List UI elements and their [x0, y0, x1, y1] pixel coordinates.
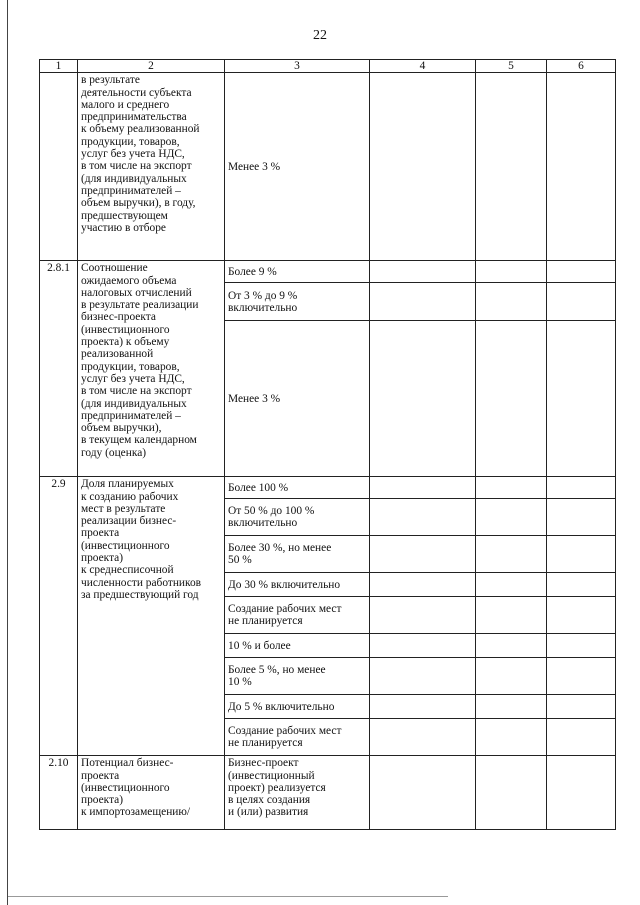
criterion-cell: Более 9 %	[225, 261, 370, 283]
empty-cell	[370, 536, 476, 573]
criteria-table	[39, 59, 616, 830]
table-header-row	[40, 60, 616, 73]
scan-left-edge	[7, 0, 8, 905]
criterion-cell: Менее 3 %	[225, 73, 370, 261]
empty-cell	[370, 756, 476, 830]
empty-cell	[370, 499, 476, 536]
column-header: 1	[40, 60, 78, 73]
empty-cell	[547, 321, 616, 477]
criterion-cell: 10 % и более	[225, 634, 370, 658]
table-row	[40, 261, 616, 283]
page-number: 22	[313, 28, 327, 43]
empty-cell	[547, 283, 616, 321]
empty-cell	[370, 658, 476, 695]
empty-cell	[547, 261, 616, 283]
criterion-cell: От 3 % до 9 % включительно	[225, 283, 370, 321]
empty-cell	[547, 719, 616, 756]
criterion-cell: До 30 % включительно	[225, 573, 370, 597]
empty-cell	[370, 477, 476, 499]
empty-cell	[476, 634, 547, 658]
empty-cell	[547, 536, 616, 573]
empty-cell	[476, 573, 547, 597]
table-row	[40, 756, 616, 830]
empty-cell	[370, 695, 476, 719]
row-number: 2.8.1	[40, 261, 78, 477]
criterion-cell: Более 100 %	[225, 477, 370, 499]
empty-cell	[476, 283, 547, 321]
empty-cell	[476, 695, 547, 719]
empty-cell	[370, 261, 476, 283]
indicator-name: Потенциал бизнес- проекта (инвестиционного проекта) к импортозамещению/	[78, 756, 225, 830]
row-number: 2.10	[40, 756, 78, 830]
criterion-cell: От 50 % до 100 % включительно	[225, 499, 370, 536]
column-header: 5	[476, 60, 547, 73]
column-header: 2	[78, 60, 225, 73]
table-row	[40, 477, 616, 499]
table-row	[40, 73, 616, 261]
empty-cell	[547, 573, 616, 597]
empty-cell	[370, 573, 476, 597]
indicator-name: Доля планируемых к созданию рабочих мест в результате реализации бизнес- проекта (инвестиционного проекта) к среднесписочной численности работников за предшествующий год	[78, 477, 225, 756]
empty-cell	[547, 73, 616, 261]
empty-cell	[476, 321, 547, 477]
row-number: 2.9	[40, 477, 78, 756]
empty-cell	[476, 756, 547, 830]
empty-cell	[476, 477, 547, 499]
empty-cell	[547, 634, 616, 658]
row-number	[40, 73, 78, 261]
criterion-cell: Менее 3 %	[225, 321, 370, 477]
criterion-cell: До 5 % включительно	[225, 695, 370, 719]
column-header: 6	[547, 60, 616, 73]
empty-cell	[370, 73, 476, 261]
empty-cell	[476, 499, 547, 536]
empty-cell	[547, 499, 616, 536]
empty-cell	[547, 695, 616, 719]
criterion-cell: Создание рабочих мест не планируется	[225, 597, 370, 634]
criterion-cell: Более 5 %, но менее 10 %	[225, 658, 370, 695]
empty-cell	[370, 719, 476, 756]
empty-cell	[476, 73, 547, 261]
empty-cell	[476, 658, 547, 695]
indicator-name: Соотношение ожидаемого объема налоговых отчислений в результате реализации бизнес-проекта (инвестиционного проекта) к объему реализованной продукции, товаров, услуг без учета НДС, в том числе на экспорт (для индивидуальных предпринимателей – объем выручки), в текущем календарном году (оценка)	[78, 261, 225, 477]
empty-cell	[370, 597, 476, 634]
empty-cell	[476, 719, 547, 756]
empty-cell	[547, 477, 616, 499]
empty-cell	[476, 261, 547, 283]
empty-cell	[476, 597, 547, 634]
empty-cell	[547, 658, 616, 695]
criterion-cell: Бизнес-проект (инвестиционный проект) реализуется в целях создания и (или) развития	[225, 756, 370, 830]
empty-cell	[370, 634, 476, 658]
criterion-cell: Более 30 %, но менее 50 %	[225, 536, 370, 573]
criterion-cell: Создание рабочих мест не планируется	[225, 719, 370, 756]
empty-cell	[547, 756, 616, 830]
scan-bottom-line	[8, 896, 448, 897]
empty-cell	[370, 283, 476, 321]
empty-cell	[476, 536, 547, 573]
empty-cell	[547, 597, 616, 634]
indicator-name: в результате деятельности субъекта малого и среднего предпринимательства к объему реализованной продукции, товаров, услуг без учета НДС, в том числе на экспорт (для индивидуальных предпринимателей – объем выручки), в году, предшествующем участию в отборе	[78, 73, 225, 261]
column-header: 4	[370, 60, 476, 73]
column-header: 3	[225, 60, 370, 73]
empty-cell	[370, 321, 476, 477]
